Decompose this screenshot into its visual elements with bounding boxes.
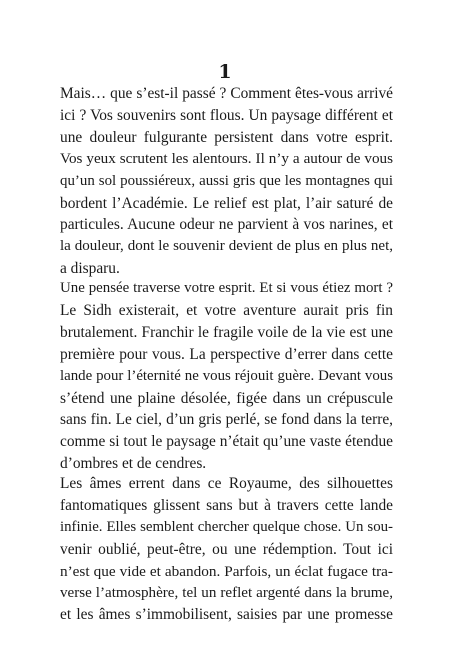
text-line: Une pensée traverse votre esprit. Et si vous étiez mort ? xyxy=(60,280,393,296)
text-line: n’est que vide et abandon. Parfois, un éclat fugace tra- xyxy=(60,562,393,580)
text-line: Mais… que s’est-il passé ? Comment êtes-vous arrivé xyxy=(60,85,393,102)
text-line: infinie. Elles semblent chercher quelque chose. Un sou- xyxy=(60,518,393,535)
text-line: comme si tout le paysage n’était qu’une vaste étendue xyxy=(60,433,393,451)
text-line: fantomatiques glissent sans but à travers cette lande xyxy=(60,496,393,514)
text-line: Le Sidh existerait, et votre aventure aurait pris fin xyxy=(60,301,393,319)
text-line: ici ? Vos souvenirs sont flous. Un paysage différent et xyxy=(60,106,393,124)
text-line: la douleur, dont le souvenir devient de plus en plus net, xyxy=(60,238,393,255)
text-line: bordent l’Académie. Le relief est plat, l’air saturé de xyxy=(60,194,393,212)
text-line: Les âmes errent dans ce Royaume, des silhouettes xyxy=(60,475,393,492)
text-line: sans fin. Le ciel, d’un gris perlé, se fond dans la terre, xyxy=(60,411,393,429)
text-line: particules. Aucune odeur ne parvient à vos narines, et xyxy=(60,216,393,234)
text-line: première pour vous. La perspective d’errer dans cette xyxy=(60,345,393,363)
chapter-number: 1 xyxy=(218,61,232,83)
text-line: s’étend une plaine désolée, figée dans un crépuscule xyxy=(60,389,393,407)
paragraph-3 xyxy=(60,473,393,626)
text-line: une douleur fulgurante persistent dans votre esprit. xyxy=(60,128,393,146)
text-line: lande pour l’éternité ne vous réjouit guère. Devant vous xyxy=(60,367,393,384)
text-line: Vos yeux scrutent les alentours. Il n’y a autour de vous xyxy=(60,150,393,167)
text-line: qu’un sol poussiéreux, aussi gris que les montagnes qui xyxy=(60,172,393,189)
paragraph-1 xyxy=(60,83,393,280)
text-line: d’ombres et de cendres. xyxy=(60,455,207,473)
text-line: venir oublié, peut-être, ou une rédemption. Tout ici xyxy=(60,540,393,558)
paragraph-2 xyxy=(60,278,393,475)
text-line: et les âmes s’immobilisent, saisies par une promesse xyxy=(60,606,393,624)
text-line: brutalement. Franchir le fragile voile de la vie est une xyxy=(60,323,393,341)
text-line: a disparu. xyxy=(60,260,120,278)
text-line: verse l’atmosphère, tel un reflet argenté dans la brume, xyxy=(60,584,393,601)
